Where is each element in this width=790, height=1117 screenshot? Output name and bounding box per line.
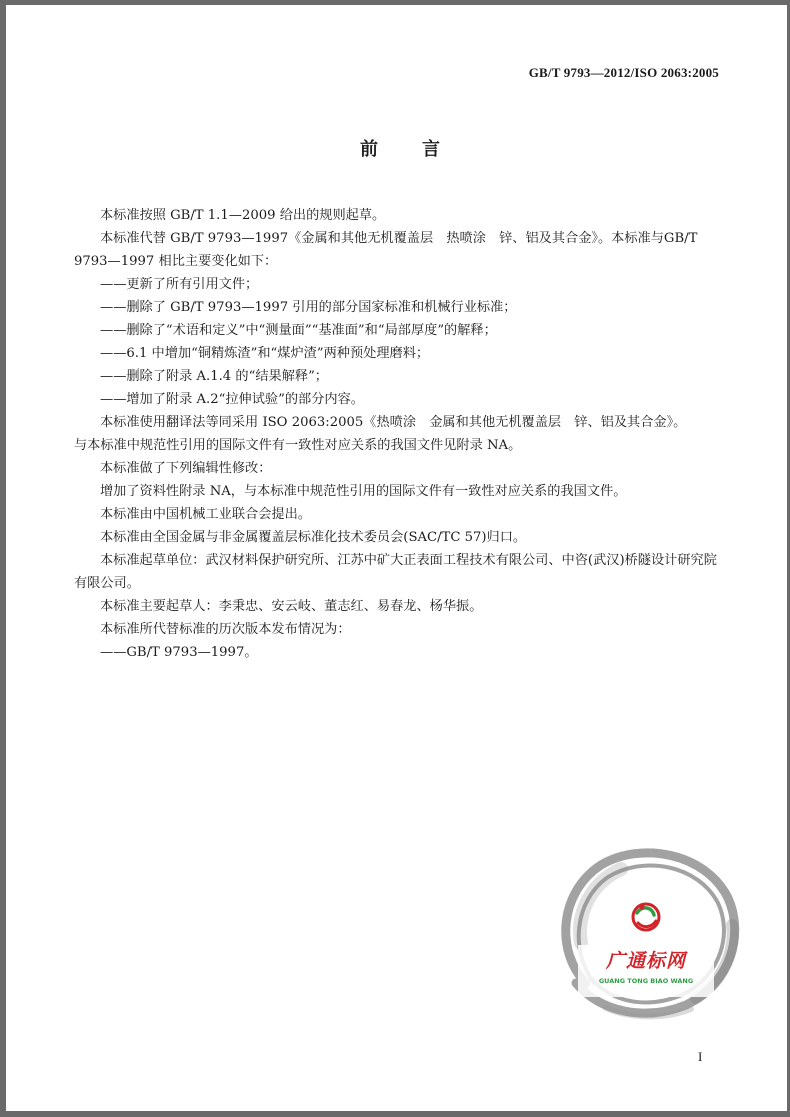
paragraph: 增加了资料性附录 NA，与本标准中规范性引用的国际文件有一致性对应关系的我国文件。 [100, 484, 627, 499]
paragraph: 本标准代替 GB/T 9793—1997《金属和其他无机覆盖层 热喷涂 锌、铝及其合金》。本标准与GB/T 9793—1997 相比主要变化如下： [74, 231, 698, 269]
title-char-1: 前 [360, 139, 380, 160]
foreword-body [74, 204, 730, 664]
paragraph: ——删除了 GB/T 9793—1997 引用的部分国家标准和机械行业标准； [100, 300, 517, 315]
paragraph: 本标准由全国金属与非金属覆盖层标准化技术委员会(SAC/TC 57)归口。 [100, 530, 527, 545]
paragraph: ——更新了所有引用文件； [100, 277, 259, 292]
title-char-2: 言 [422, 139, 442, 160]
paragraph: 本标准按照 GB/T 1.1—2009 给出的规则起草。 [100, 208, 386, 223]
paragraph: ——6.1 中增加“铜精炼渣”和“煤炉渣”两种预处理磨料； [100, 346, 430, 361]
paragraph: ——增加了附录 A.2“拉伸试验”的部分内容。 [100, 392, 364, 407]
watermark-brand: 广通标网 [605, 950, 687, 972]
paragraph: ——GB/T 9793—1997。 [100, 645, 258, 660]
paragraph: 本标准起草单位：武汉材料保护研究所、江苏中矿大正表面工程技术有限公司、中咨(武汉)桥隧设计研究院有限公司。 [74, 553, 717, 591]
page-number: I [698, 1049, 703, 1064]
document-code: GB/T 9793—2012/ISO 2063:2005 [528, 65, 719, 80]
watermark-logo [546, 833, 746, 1023]
paragraph: 本标准所代替标准的历次版本发布情况为： [100, 622, 351, 637]
watermark-subtitle: GUANG TONG BIAO WANG [598, 977, 694, 985]
paragraph: ——删除了附录 A.1.4 的“结果解释”； [100, 369, 328, 384]
paragraph: 本标准主要起草人：李秉忠、安云岐、董志红、易春龙、杨华振。 [100, 599, 483, 614]
paragraph: 与本标准中规范性引用的国际文件有一致性对应关系的我国文件见附录 NA。 [74, 438, 522, 453]
paragraph: 本标准使用翻译法等同采用 ISO 2063:2005《热喷涂 金属和其他无机覆盖层 锌、铝及其合金》。 [100, 415, 687, 430]
logo-mark-icon [633, 904, 659, 930]
paragraph: 本标准由中国机械工业联合会提出。 [100, 507, 311, 522]
page-title [6, 135, 790, 161]
paragraph: 本标准做了下列编辑性修改： [100, 461, 272, 476]
paragraph: ——删除了“术语和定义”中“测量面”“基准面”和“局部厚度”的解释； [100, 323, 497, 338]
